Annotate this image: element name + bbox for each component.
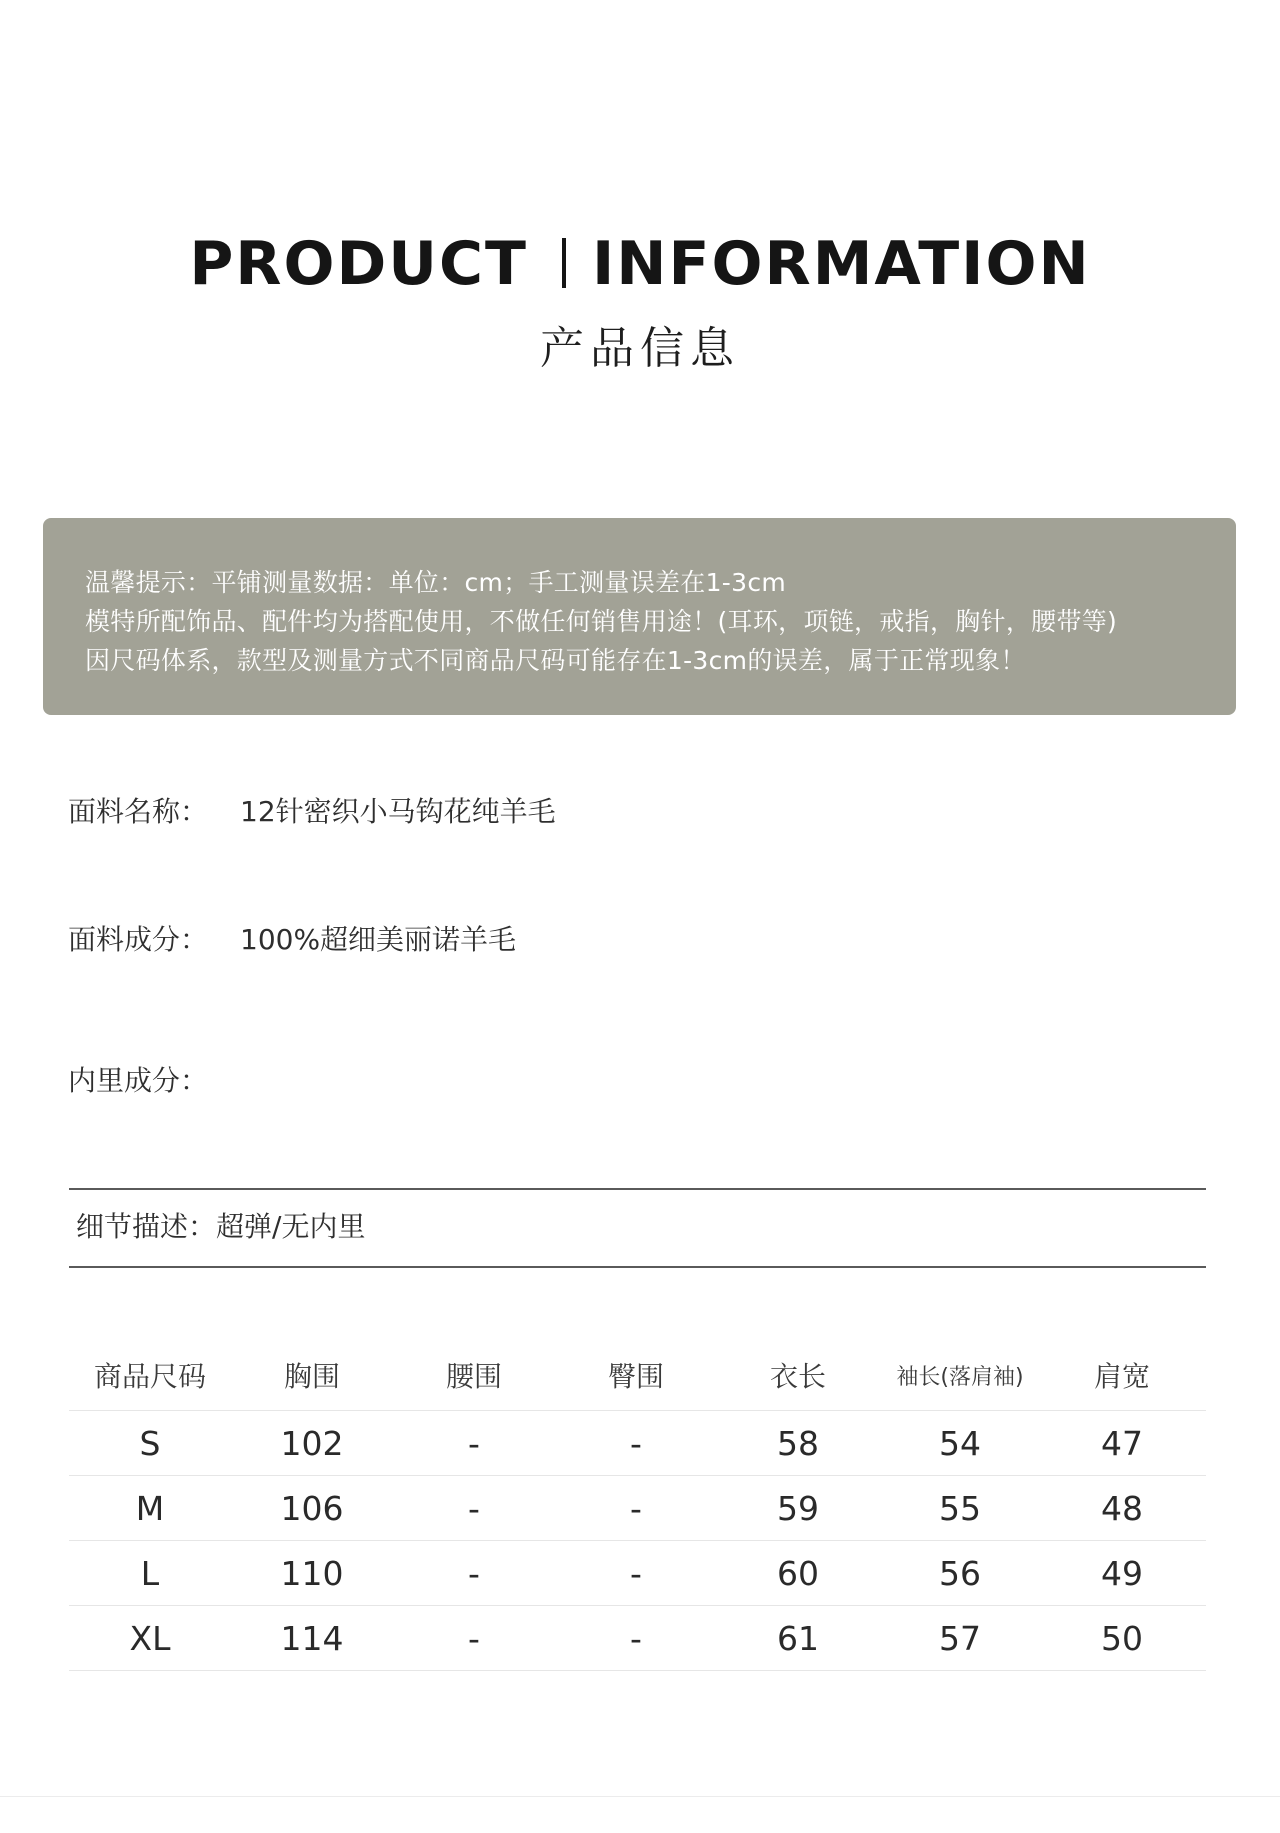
header-shoulder: 肩宽 xyxy=(1093,1360,1150,1393)
divider-bottom xyxy=(69,1266,1206,1268)
table-cell: - xyxy=(630,1618,642,1658)
table-cell: 48 xyxy=(1101,1488,1143,1528)
table-cell: - xyxy=(630,1488,642,1528)
table-cell: L xyxy=(140,1553,160,1593)
fabric-name-value: 12针密织小马钩花纯羊毛 xyxy=(240,795,556,828)
table-cell: 114 xyxy=(280,1618,344,1658)
table-cell: 56 xyxy=(939,1553,981,1593)
table-cell: 60 xyxy=(777,1553,819,1593)
header-waist: 腰围 xyxy=(445,1360,502,1393)
table-cell: - xyxy=(630,1553,642,1593)
table-cell: 106 xyxy=(280,1488,344,1528)
table-cell: M xyxy=(135,1488,165,1528)
fabric-name-label: 面料名称： xyxy=(68,795,209,828)
table-cell: 110 xyxy=(280,1553,344,1593)
page-bottom-divider xyxy=(0,1796,1280,1797)
header-hip: 臀围 xyxy=(607,1360,664,1393)
detail-label: 细节描述： xyxy=(76,1210,217,1243)
table-cell: 49 xyxy=(1101,1553,1143,1593)
table-cell: - xyxy=(468,1618,480,1658)
notice-line: 模特所配饰品、配件均为搭配使用，不做任何销售用途！(耳环，项链，戒指，胸针，腰带等) xyxy=(85,607,1118,636)
page-title xyxy=(0,228,1280,300)
table-cell: XL xyxy=(129,1618,171,1658)
detail-value: 超弹/无内里 xyxy=(216,1210,366,1243)
table-cell: - xyxy=(468,1423,480,1463)
page-subtitle: 产品信息 xyxy=(540,323,740,374)
table-cell: 55 xyxy=(939,1488,981,1528)
header-length: 衣长 xyxy=(769,1360,826,1393)
title-separator xyxy=(562,238,566,288)
header-sleeve: 袖长(落肩袖) xyxy=(896,1364,1024,1390)
fabric-content-value: 100%超细美丽诺羊毛 xyxy=(240,923,517,956)
table-cell: - xyxy=(468,1488,480,1528)
table-cell: 50 xyxy=(1101,1618,1143,1658)
table-cell: 102 xyxy=(280,1423,344,1463)
notice-line: 因尺码体系，款型及测量方式不同商品尺码可能存在1-3cm的误差，属于正常现象！ xyxy=(85,646,1026,675)
title-product: PRODUCT xyxy=(189,229,528,299)
fabric-content-label: 面料成分： xyxy=(68,923,209,956)
fabric-content-row xyxy=(68,922,516,958)
table-row xyxy=(69,1476,1206,1541)
lining-row xyxy=(68,1063,240,1099)
divider-top xyxy=(69,1188,1206,1190)
table-cell: 58 xyxy=(777,1423,819,1463)
table-cell: - xyxy=(630,1423,642,1463)
table-row xyxy=(69,1541,1206,1606)
table-cell: 54 xyxy=(939,1423,981,1463)
size-table xyxy=(69,1340,1206,1671)
table-row xyxy=(69,1411,1206,1476)
detail-row xyxy=(76,1209,365,1245)
lining-label: 内里成分： xyxy=(68,1064,209,1097)
size-table-header xyxy=(69,1340,1206,1411)
table-cell: - xyxy=(468,1553,480,1593)
notice-line: 温馨提示：平铺测量数据：单位：cm；手工测量误差在1-3cm xyxy=(85,568,787,597)
table-cell: 57 xyxy=(939,1618,981,1658)
notice-box xyxy=(43,518,1236,715)
header-size: 商品尺码 xyxy=(93,1360,206,1393)
table-cell: S xyxy=(139,1423,161,1463)
table-row xyxy=(69,1606,1206,1671)
fabric-name-row xyxy=(68,794,556,830)
table-cell: 61 xyxy=(777,1618,819,1658)
table-cell: 59 xyxy=(777,1488,819,1528)
table-cell: 47 xyxy=(1101,1423,1143,1463)
header-chest: 胸围 xyxy=(283,1360,340,1393)
title-information: INFORMATION xyxy=(591,229,1091,299)
